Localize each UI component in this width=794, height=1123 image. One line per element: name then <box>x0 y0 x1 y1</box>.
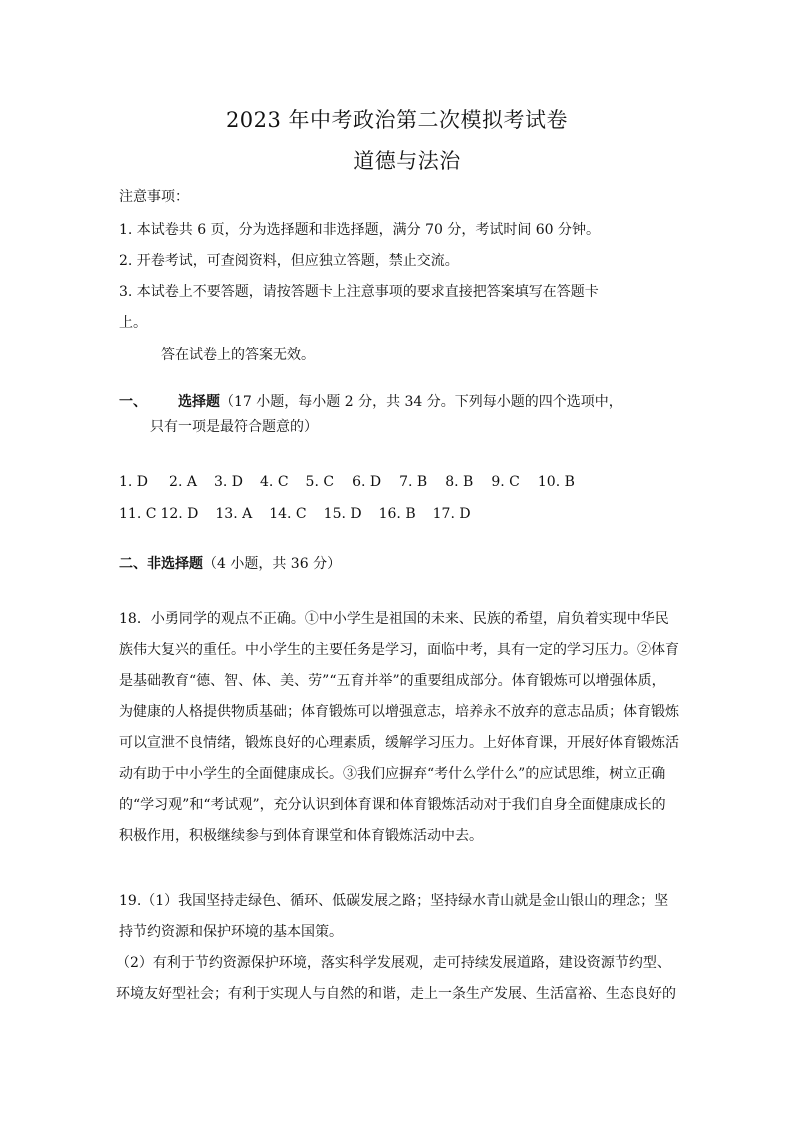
answer-item: 13. A <box>215 506 253 522</box>
answer-item: 11. C <box>119 506 157 522</box>
notice-1: 1. 本试卷共 6 页，分为选择题和非选择题，满分 70 分，考试时间 60 分钟。 <box>119 222 601 238</box>
notice-heading: 注意事项： <box>119 189 189 205</box>
answer-item: 14. C <box>269 506 307 522</box>
answer-item: 17. D <box>432 506 471 522</box>
answers-row-2 <box>119 506 471 522</box>
answer-item: 10. B <box>537 474 575 490</box>
section1-heading <box>178 391 623 411</box>
answer-item: 4. C <box>260 474 289 490</box>
answer-item: 1. D <box>119 474 149 490</box>
answer-item: 12. D <box>160 506 199 522</box>
exam-title: 2023 年中考政治第二次模拟考试卷 <box>225 108 569 132</box>
exam-subtitle: 道德与法治 <box>353 149 461 173</box>
answers-row-1 <box>119 474 575 490</box>
question-18-answer: 18．小勇同学的观点不正确。①中小学生是祖国的未来、民族的希望，肩负着实现中华民族伟大复兴的重任。中小学生的主要任务是学习，面临中考，具有一定的学习压力。②体育是基础教育“德、智、体、美、劳”“五育并举”的重要组成部分。体育锻炼可以增强体质，为健康的人格提供物质基础；体育锻炼可以增强意志，培养永不放弃的意志品质；体育锻炼可以宣泄不良情绪，锻炼良好的心理素质，缓解学习压力。上好体育课，开展好体育锻炼活动有助于中小学生的全面健康成长。③我们应摒弃“考什么学什么”的应试思维，树立正确的“学习观”和“考试观”，充分认识到体育课和体育锻炼活动对于我们自身全面健康成长的积极作用，积极继续参与到体育课堂和体育锻炼活动中去。 <box>119 611 679 844</box>
notice-3-cont: 上。 <box>119 315 147 331</box>
answer-item: 5. C <box>305 474 335 490</box>
section1-desc-line2: 只有一项是最符合题意的） <box>150 419 318 435</box>
notice-2: 2. 开卷考试，可查阅资料，但应独立答题，禁止交流。 <box>119 253 459 269</box>
section2-title: 二、非选择题 <box>119 556 203 572</box>
answer-item: 6. D <box>352 474 382 490</box>
section2-heading <box>119 553 341 573</box>
question-19-part1: 19.（1）我国坚持走绿色、循环、低碳发展之路；坚持绿水青山就是金山银山的理念；坚持节约资源和保护环境的基本国策。 <box>119 893 669 940</box>
answer-item: 16. B <box>378 506 416 522</box>
notice-4: 答在试卷上的答案无效。 <box>161 347 315 363</box>
section2-desc: （4 小题，共 36 分） <box>203 556 342 572</box>
answer-item: 2. A <box>169 474 197 490</box>
notice-3: 3. 本试卷上不要答题，请按答题卡上注意事项的要求直接把答案填写在答题卡 <box>119 284 599 300</box>
answer-item: 7. B <box>399 474 428 490</box>
answer-item: 8. B <box>445 474 474 490</box>
section1-desc: （17 小题，每小题 2 分，共 34 分。下列每小题的四个选项中， <box>220 394 623 410</box>
section1-title: 选择题 <box>178 394 220 410</box>
question-19-part2: （2）有利于节约资源保护环境，落实科学发展观，走可持续发展道路，建设资源节约型、环境友好型社会；有利于实现人与自然的和谐，走上一条生产发展、生活富裕、生态良好的 <box>116 955 676 1002</box>
section1-number: 一、 <box>119 394 147 410</box>
answer-item: 3. D <box>213 474 244 490</box>
answer-item: 15. D <box>323 506 362 522</box>
answer-item: 9. C <box>491 474 520 490</box>
